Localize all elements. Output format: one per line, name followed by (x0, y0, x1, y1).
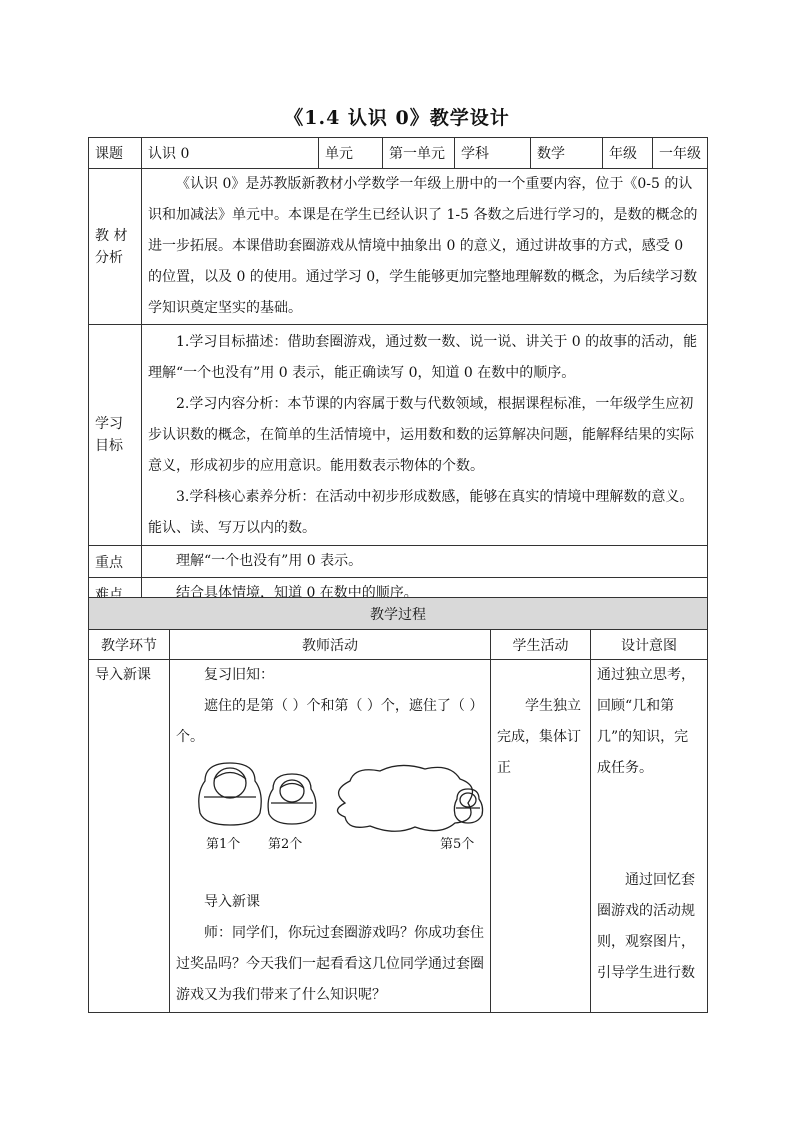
goals-label-line1: 学习 (95, 416, 123, 432)
goal-item-1: 1.学习目标描述：借助套圈游戏，通过数一数、说一说、讲关于 0 的故事的活动，能理解“一个也没有”用 0 表示，能正确读写 0，知道 0 在数中的顺序。 (148, 333, 698, 381)
subject-value: 数学 (531, 138, 603, 169)
design-intent-cell (591, 660, 708, 1013)
col-teacher: 教师活动 (170, 630, 491, 660)
process-heading: 教学过程 (89, 598, 708, 630)
student-activity-text: 学生独立完成，集体订正 (497, 698, 581, 776)
col-student: 学生活动 (491, 630, 591, 660)
goal-item-3: 3.学科核心素养分析：在活动中初步形成数感，能够在真实的情境中理解数的意义。能认、读、写万以内的数。 (148, 488, 694, 536)
key-point-row (89, 546, 708, 578)
material-label (89, 169, 142, 325)
difficulty-label: 难点 (89, 578, 142, 610)
cloud-cover (338, 765, 473, 831)
intent-text-2: 通过回忆套圈游戏的活动规则，观察图片，引导学生进行数 (597, 872, 695, 981)
goal-item-2: 2.学习内容分析：本节课的内容属于数与代数领域，根据课程标准，一年级学生应初步认识数的概念，在简单的生活情境中，运用数和数的运算解决问题，能解释结果的实际意义，形成初步的应用意识。能用数表示物体的个数。 (148, 395, 694, 474)
teaching-process-table (88, 597, 708, 1013)
lesson-label: 课题 (89, 138, 142, 169)
figure-label-2: 第2个 (268, 837, 303, 852)
lesson-value: 认识 0 (142, 138, 319, 169)
review-question: 遮住的是第（ ）个和第（ ）个，遮住了（ ）个。 (176, 698, 484, 745)
figure-label-5: 第5个 (440, 837, 475, 852)
material-text-cell (142, 169, 708, 325)
figure-label-1: 第1个 (206, 837, 241, 852)
key-point-label: 重点 (89, 546, 142, 578)
lesson-info-table (88, 137, 708, 610)
goals-label-line2: 目标 (95, 438, 123, 454)
document-title: 《1.4 认识 0》教学设计 (284, 107, 510, 129)
teacher-activity-cell (170, 660, 491, 1013)
key-point-text: 理解“一个也没有”用 0 表示。 (176, 553, 363, 569)
unit-value: 第一单元 (383, 138, 455, 169)
material-text: 《认识 0》是苏教版新教材小学数学一年级上册中的一个重要内容，位于《0-5 的认识和加减法》单元中。本课是在学生已经认识了 1-5 各数之后进行学习的，是数的概念的进一步拓展。本课借助套圈游戏从情境中抽象出 0 的意义，通过讲故事的方式，感受 0 的位置，以及 0 的使用。通过学习 0，学生能够更加完整地理解数的概念，为后续学习数学知识奠定坚实的基础。 (148, 176, 698, 316)
student-activity-cell (491, 660, 591, 1013)
grade-value: 一年级 (653, 138, 708, 169)
intro-stage-row (89, 660, 708, 1013)
material-label-line2: 分析 (95, 249, 123, 266)
col-stage: 教学环节 (89, 630, 170, 660)
header-row (89, 138, 708, 169)
grade-label: 年级 (603, 138, 653, 169)
stage-name: 导入新课 (89, 660, 170, 1013)
unit-label: 单元 (319, 138, 383, 169)
difficulty-text: 结合具体情境，知道 0 在数中的顺序。 (176, 585, 418, 601)
material-row (89, 169, 708, 325)
goals-label (89, 325, 142, 546)
intro-title: 导入新课 (204, 894, 260, 910)
goals-text-cell (142, 325, 708, 546)
process-heading-row (89, 598, 708, 630)
nesting-dolls-figure (170, 761, 490, 861)
doll-2 (268, 774, 316, 824)
subject-label: 学科 (455, 138, 531, 169)
process-columns-row (89, 630, 708, 660)
col-intent: 设计意图 (591, 630, 708, 660)
intent-text-1: 通过独立思考，回顾“几和第几”的知识，完成任务。 (597, 667, 695, 776)
intro-text: 师：同学们，你玩过套圈游戏吗？你成功套住过奖品吗？今天我们一起看看这几位同学通过套圈游戏又为我们带来了什么知识呢？ (176, 925, 484, 1003)
goals-row (89, 325, 708, 546)
material-label-line1: 教 材 (95, 227, 128, 244)
review-title: 复习旧知： (204, 667, 274, 683)
